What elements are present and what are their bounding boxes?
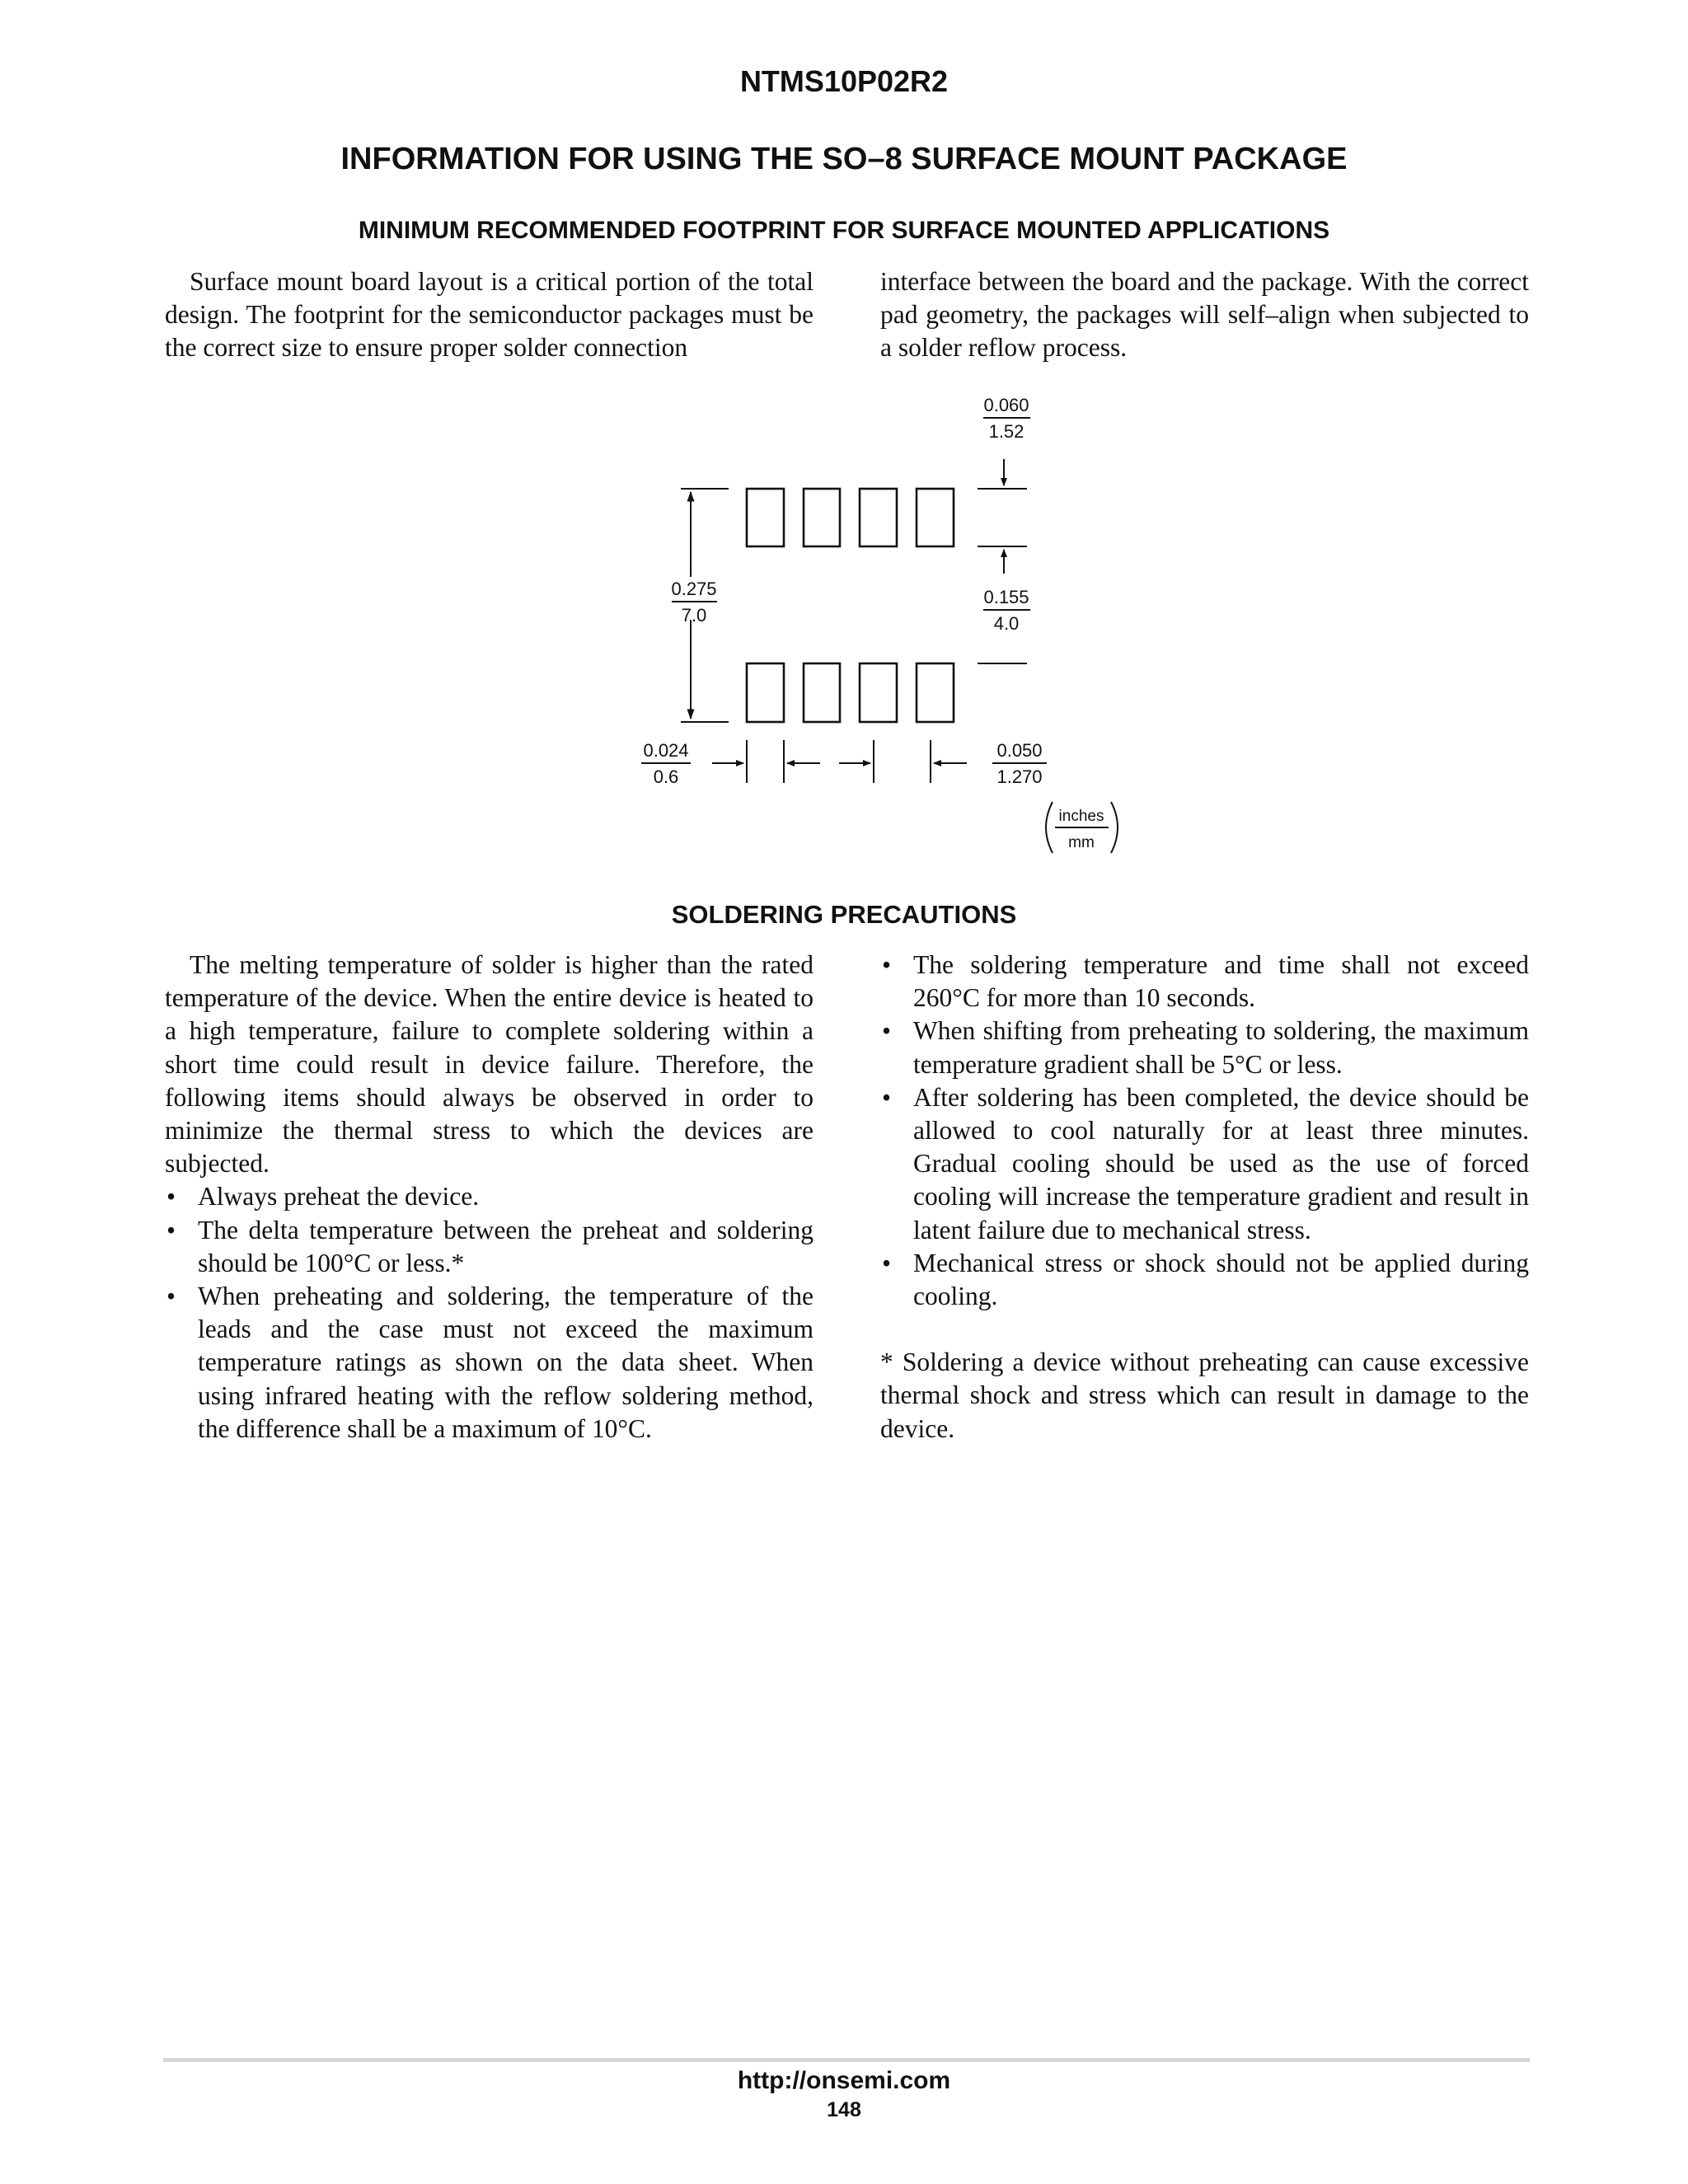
bullet-icon: • xyxy=(166,1282,176,1311)
list-item: • When preheating and soldering, the temperature of the leads and the case must not exceed the maximum temperature ratings as shown on the data sheet. When using infrared heating with the reflow soldering method, the difference shall be a maximum of 10°C. xyxy=(166,1282,814,1443)
overall-span-inches: 0.275 xyxy=(671,579,717,599)
pad xyxy=(917,663,954,722)
page-number: 148 xyxy=(827,2098,861,2121)
unit-inches: inches xyxy=(1058,808,1104,825)
part-number: NTMS10P02R2 xyxy=(739,64,949,98)
unit-bracket-left xyxy=(1046,802,1053,853)
pad xyxy=(747,489,784,546)
list-item: • Mechanical stress or shock should not be applied during cooling. xyxy=(882,1248,1529,1311)
row-gap-mm: 4.0 xyxy=(993,613,1020,634)
unit-bracket-right xyxy=(1111,802,1118,853)
pad-pitch-inches: 0.060 xyxy=(983,395,1029,415)
soldering-heading: SOLDERING PRECAUTIONS xyxy=(671,900,1017,929)
intro-left-text: Surface mount board layout is a critical portion of the total design. The footprint for the semiconductor packages must be the correct size to ensure proper solder connection xyxy=(165,267,814,363)
list-item: • Always preheat the device. xyxy=(165,1180,814,1213)
pad xyxy=(917,489,954,546)
footprint-diagram xyxy=(0,0,1688,874)
footer-link[interactable]: http://onsemi.com xyxy=(737,2067,951,2094)
pad xyxy=(804,663,840,722)
pad xyxy=(860,663,897,722)
pad xyxy=(804,489,840,546)
bullet-icon: • xyxy=(882,1082,892,1112)
bullet-icon: • xyxy=(882,1016,892,1046)
overall-span-mm: 7.0 xyxy=(681,605,707,626)
lead-pitch-inches: 0.050 xyxy=(996,740,1043,761)
bullet-icon: • xyxy=(882,1248,892,1277)
soldering-intro: The melting temperature of solder is higher than the rated temperature of the device. When the entire device is heated to a high temperature, failure to complete soldering within a short time could result in device failure. Therefore, the following items should always be observed in order to minimize the thermal stress to which the devices are subjected. xyxy=(165,950,814,1179)
soldering-list-left xyxy=(165,1180,814,1446)
pad-pitch-mm: 1.52 xyxy=(988,421,1025,442)
intro-right-text: interface between the board and the package. With the correct pad geometry, the packages will self–align when subjected to a solder reflow process. xyxy=(880,267,1529,363)
soldering-list-right xyxy=(880,949,1529,1313)
lead-pitch-mm: 1.270 xyxy=(996,766,1043,787)
list-item: • After soldering has been completed, the device should be allowed to cool naturally for at least three minutes. Gradual cooling should be used as the use of forced cooling will increase the temperature gradient and result in latent failure due to mechanical stress. xyxy=(882,1082,1529,1244)
list-item: • The delta temperature between the preheat and soldering should be 100°C or less.* xyxy=(166,1215,814,1277)
bullet-icon: • xyxy=(166,1215,176,1244)
bullet-icon: • xyxy=(882,950,892,979)
row-gap-inches: 0.155 xyxy=(983,587,1029,607)
list-item: • The soldering temperature and time shall not exceed 260°C for more than 10 seconds. xyxy=(882,950,1529,1013)
soldering-left-column xyxy=(165,949,814,1446)
bullet-icon: • xyxy=(166,1182,176,1212)
footprint-heading: MINIMUM RECOMMENDED FOOTPRINT FOR SURFACE MOUNTED APPLICATIONS xyxy=(358,217,1330,244)
soldering-right-column xyxy=(880,949,1529,1446)
list-item: • When shifting from preheating to soldering, the maximum temperature gradient shall be 5°C or less. xyxy=(882,1016,1529,1079)
pad xyxy=(860,489,897,546)
unit-mm: mm xyxy=(1068,834,1095,851)
footnote: * Soldering a device without preheating can cause excessive thermal shock and stress which can result in damage to the device. xyxy=(880,1347,1529,1443)
footer-divider xyxy=(163,2058,1530,2062)
pad-width-inches: 0.024 xyxy=(643,740,689,761)
page-title: INFORMATION FOR USING THE SO–8 SURFACE MOUNT PACKAGE xyxy=(340,142,1348,176)
pad-width-mm: 0.6 xyxy=(653,766,679,787)
pad xyxy=(747,663,784,722)
